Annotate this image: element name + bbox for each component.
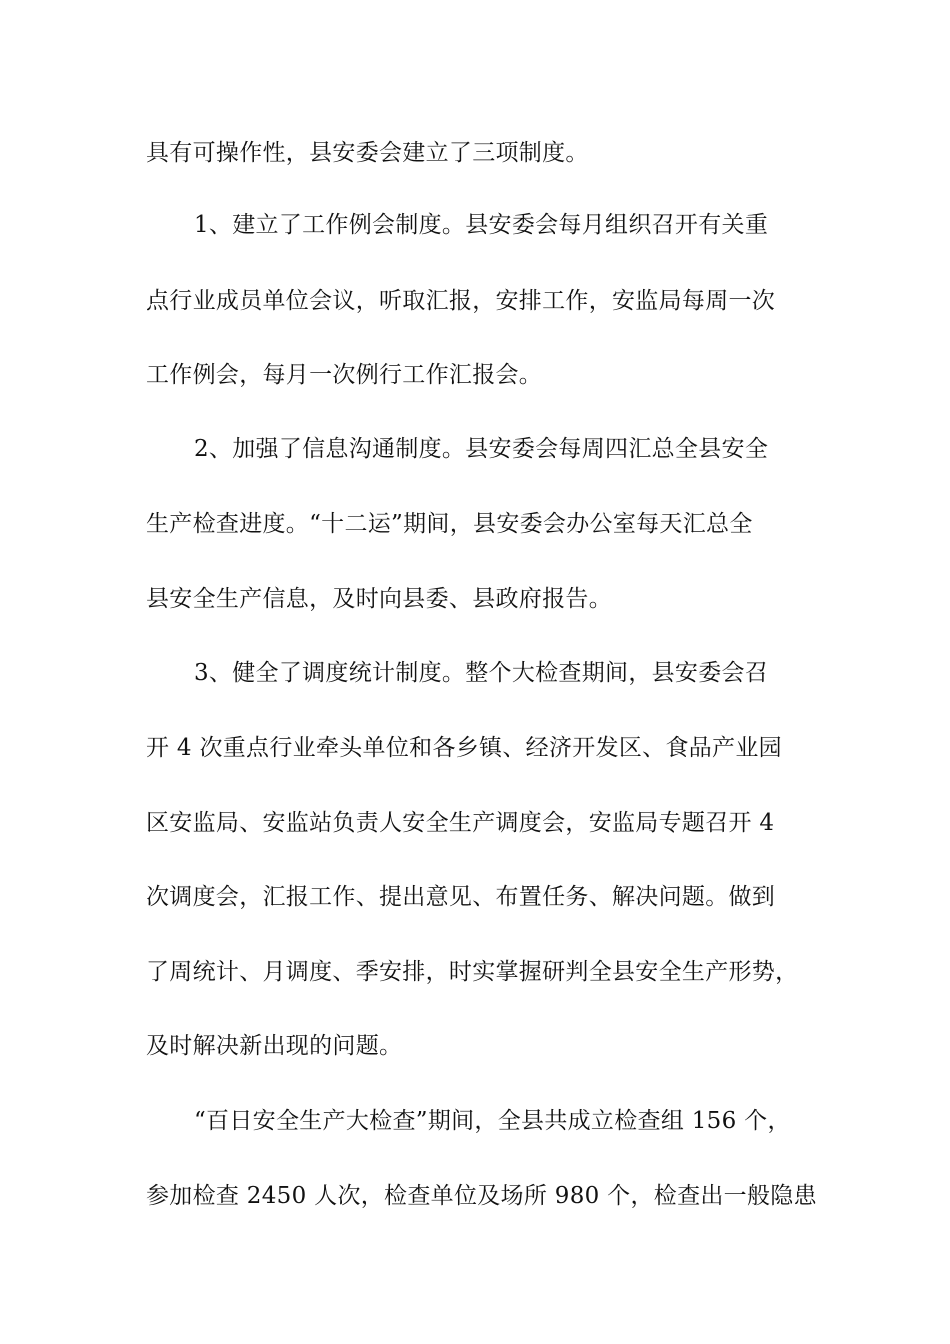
text-line: 点行业成员单位会议，听取汇报，安排工作，安监局每周一次 — [146, 288, 776, 314]
text-line: 2、加强了信息沟通制度。县安委会每周四汇总全县安全 — [194, 436, 769, 462]
text-line: 工作例会，每月一次例行工作汇报会。 — [146, 362, 543, 388]
text-line: 参加检查 2450 人次，检查单位及场所 980 个，检查出一般隐患 — [146, 1183, 817, 1209]
text-line: 3、健全了调度统计制度。整个大检查期间，县安委会召 — [194, 660, 769, 686]
text-line: 了周统计、月调度、季安排，时实掌握研判全县安全生产形势， — [146, 959, 799, 985]
text-line: 及时解决新出现的问题。 — [146, 1033, 403, 1059]
text-line: 生产检查进度。“十二运”期间，县安委会办公室每天汇总全 — [146, 511, 753, 537]
text-line: 开 4 次重点行业牵头单位和各乡镇、经济开发区、食品产业园 — [146, 735, 782, 761]
text-line: 县安全生产信息，及时向县委、县政府报告。 — [146, 586, 612, 612]
text-line: “百日安全生产大检查”期间，全县共成立检查组 156 个， — [194, 1108, 791, 1134]
text-line: 次调度会，汇报工作、提出意见、布置任务、解决问题。做到 — [146, 884, 776, 910]
text-line: 区安监局、安监站负责人安全生产调度会，安监局专题召开 4 — [146, 810, 775, 836]
text-line: 具有可操作性，县安委会建立了三项制度。 — [146, 140, 589, 166]
text-line: 1、建立了工作例会制度。县安委会每月组织召开有关重 — [194, 212, 769, 238]
